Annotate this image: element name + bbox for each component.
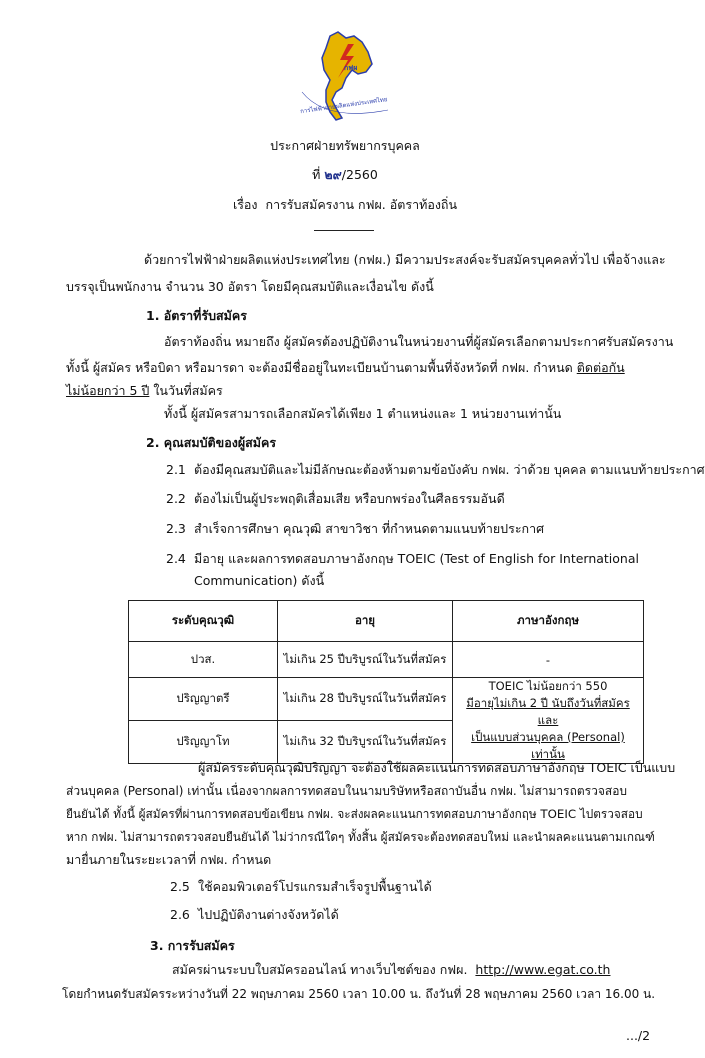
section-3-line-1 xyxy=(172,962,610,978)
section-1-line-2 xyxy=(66,360,625,376)
section-1-heading: 1. อัตราที่รับสมัคร xyxy=(146,308,247,323)
subject-text: การรับสมัครงาน กฟผ. อัตราท้องถิ่น xyxy=(265,197,458,212)
eng-line-2: มีอายุไม่เกิน 2 ปี นับถึงวันที่สมัคร และ xyxy=(466,696,630,727)
section-1-line-3b: ในวันที่สมัคร xyxy=(149,383,223,398)
number-suffix: /2560 xyxy=(341,167,378,182)
intro-line-2: บรรจุเป็นพนักงาน จำนวน 30 อัตรา โดยมีคุณสมบัติและเงื่อนไข ดังนี้ xyxy=(66,279,434,294)
cell-english-merged xyxy=(453,678,644,764)
cell-level: ปริญญาโท xyxy=(129,721,278,764)
section-1-line-4: ทั้งนี้ ผู้สมัครสามารถเลือกสมัครได้เพียง 1 ตำแหน่งและ 1 หน่วยงานเท่านั้น xyxy=(164,406,562,421)
table-header-row xyxy=(129,601,644,642)
cell-age: ไม่เกิน 25 ปีบริบูรณ์ในวันที่สมัคร xyxy=(278,642,453,678)
item-2-5-number: 2.5 xyxy=(170,879,190,894)
cell-age: ไม่เกิน 32 ปีบริบูรณ์ในวันที่สมัคร xyxy=(278,721,453,764)
item-2-6-text: ไปปฏิบัติงานต่างจังหวัดได้ xyxy=(198,907,339,922)
header-divider xyxy=(314,230,374,231)
note-line-2: ส่วนบุคคล (Personal) เท่านั้น เนื่องจากผลการทดสอบในนามบริษัทหรือสถาบันอื่น กฟผ. ไม่สามารถตรวจสอบ xyxy=(66,784,628,798)
note-line-3: ยืนยันได้ ทั้งนี้ ผู้สมัครที่ผ่านการทดสอบข้อเขียน กฟผ. จะส่งผลคะแนนการทดสอบภาษาอังกฤษ TOEIC ไปตรวจสอบ xyxy=(66,807,643,821)
item-2-1-number: 2.1 xyxy=(166,462,186,477)
eng-line-3: เป็นแบบส่วนบุคคล (Personal) เท่านั้น xyxy=(471,730,625,761)
item-2-3-text: สำเร็จการศึกษา คุณวุฒิ สาขาวิชา ที่กำหนดตามแนบท้ายประกาศ xyxy=(194,521,545,536)
section-2-heading: 2. คุณสมบัติของผู้สมัคร xyxy=(146,435,277,450)
number-handwritten: ๒๙ xyxy=(324,167,342,182)
item-2-4-number: 2.4 xyxy=(166,551,186,566)
announcement-title: ประกาศฝ่ายทรัพยากรบุคคล xyxy=(270,138,420,153)
section-1-line-2b: ติดต่อกัน xyxy=(576,360,625,375)
cell-age: ไม่เกิน 28 ปีบริบูรณ์ในวันที่สมัคร xyxy=(278,678,453,721)
cell-english: - xyxy=(453,642,644,678)
note-line-4: หาก กฟผ. ไม่สามารถตรวจสอบยืนยันได้ ไม่ว่ากรณีใดๆ ทั้งสิ้น ผู้สมัครจะต้องทดสอบใหม่ และนำผลคะแนนตามเกณฑ์ xyxy=(66,830,655,844)
qualification-table xyxy=(128,600,644,764)
svg-text:กฟผ: กฟผ xyxy=(344,64,358,72)
table-row xyxy=(129,678,644,721)
item-2-3-number: 2.3 xyxy=(166,521,186,536)
section-1-line-2a: ทั้งนี้ ผู้สมัคร หรือบิดา หรือมารดา จะต้องมีชื่ออยู่ในทะเบียนบ้านตามพื้นที่จังหวัดที่ กฟผ. กำหนด xyxy=(66,360,577,375)
section-3-line-2: โดยกำหนดรับสมัครระหว่างวันที่ 22 พฤษภาคม 2560 เวลา 10.00 น. ถึงวันที่ 28 พฤษภาคม 2560 เวลา 16.00 น. xyxy=(62,987,656,1001)
table-row xyxy=(129,642,644,678)
cell-level: ปริญญาตรี xyxy=(129,678,278,721)
section-3-line-1-text: สมัครผ่านระบบใบสมัครออนไลน์ ทางเว็บไซต์ของ กฟผ. xyxy=(172,962,468,977)
item-2-4-continuation: Communication) ดังนี้ xyxy=(194,573,325,588)
note-line-5: มายื่นภายในระยะเวลาที่ กฟผ. กำหนด xyxy=(66,852,272,867)
section-1-line-3 xyxy=(66,383,223,399)
intro-line-1: ด้วยการไฟฟ้าฝ่ายผลิตแห่งประเทศไทย (กฟผ.) มีความประสงค์จะรับสมัครบุคคลทั่วไป เพื่อจ้างและ xyxy=(144,252,666,267)
number-prefix: ที่ xyxy=(312,167,321,182)
page-continuation: .../2 xyxy=(626,1028,651,1043)
item-2-4-text: มีอายุ และผลการทดสอบภาษาอังกฤษ TOEIC (Test of English for International xyxy=(194,551,639,566)
section-1-line-1: อัตราท้องถิ่น หมายถึง ผู้สมัครต้องปฏิบัติงานในหน่วยงานที่ผู้สมัครเลือกตามประกาศรับสมัครงาน xyxy=(164,334,674,349)
item-2-2-text: ต้องไม่เป็นผู้ประพฤติเสื่อมเสีย หรือบกพร่องในศีลธรรมอันดี xyxy=(194,491,505,506)
item-2-2-number: 2.2 xyxy=(166,491,186,506)
header-english: ภาษาอังกฤษ xyxy=(453,601,644,642)
cell-level: ปวส. xyxy=(129,642,278,678)
note-line-1: ผู้สมัครระดับคุณวุฒิปริญญา จะต้องใช้ผลคะแนนการทดสอบภาษาอังกฤษ TOEIC เป็นแบบ xyxy=(198,760,676,775)
announcement-number xyxy=(200,167,490,183)
item-2-6-number: 2.6 xyxy=(170,907,190,922)
eng-line-1: TOEIC ไม่น้อยกว่า 550 xyxy=(488,679,608,693)
item-2-1-text: ต้องมีคุณสมบัติและไม่มีลักษณะต้องห้ามตามข้อบังคับ กฟผ. ว่าด้วย บุคคล ตามแนบท้ายประกาศ xyxy=(194,462,705,477)
announcement-subject xyxy=(200,197,490,213)
header-level: ระดับคุณวุฒิ xyxy=(129,601,278,642)
section-1-line-3a: ไม่น้อยกว่า 5 ปี xyxy=(66,383,150,398)
subject-label: เรื่อง xyxy=(232,197,258,212)
logo-ring-text: การไฟฟ้าฝ่ายผลิตแห่งประเทศไทย xyxy=(299,96,388,116)
item-2-5-text: ใช้คอมพิวเตอร์โปรแกรมสำเร็จรูปพื้นฐานได้ xyxy=(198,879,432,894)
header-age: อายุ xyxy=(278,601,453,642)
egat-website-link[interactable]: http://www.egat.co.th xyxy=(475,962,611,977)
section-3-heading: 3. การรับสมัคร xyxy=(150,938,235,953)
